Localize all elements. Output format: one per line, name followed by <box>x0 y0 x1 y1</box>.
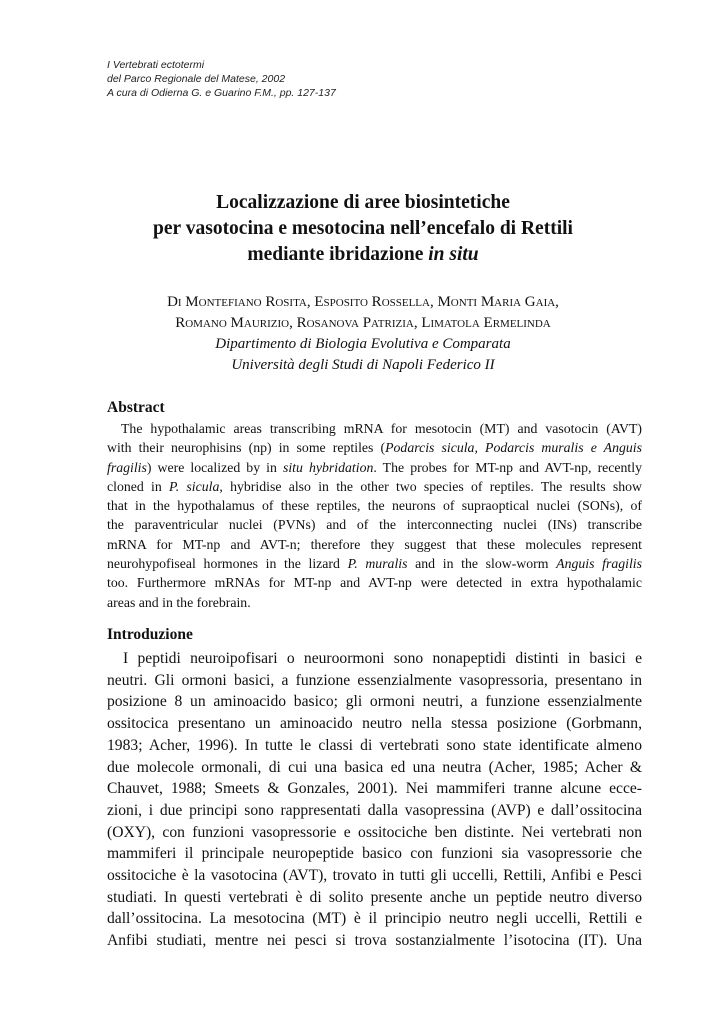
intro-line: ossitociche è la vasotocina (AVT), trovato in tutti gli uccelli, Rettili, Anfibi e Pesci <box>107 867 642 885</box>
abstract-text: neurohypofiseal hormones in the lizard <box>107 556 348 572</box>
citation-line-3: A cura di Odierna G. e Guarino F.M., pp. 127-137 <box>107 87 336 99</box>
abstract-heading: Abstract <box>107 399 165 416</box>
intro-line: mammiferi il principale neuropeptide basico con funzioni sia vasopressorie che <box>107 845 642 863</box>
title-line-1: Localizzazione di aree biosintetiche <box>216 192 510 213</box>
affiliation <box>40 334 686 376</box>
abstract-species: fragilis <box>107 459 147 475</box>
abstract-text: ) were localized by in <box>146 459 283 475</box>
abstract-line: that in the hypothalamus of these reptiles, the neurons of supraoptical nuclei (SONs), of <box>107 498 642 514</box>
abstract-species: Anguis fragilis <box>556 556 642 572</box>
intro-line: due molecole ormonali, di cui una basica ed una neutra (Acher, 1985; Acher & <box>107 758 642 776</box>
introduction-heading: Introduzione <box>107 626 193 643</box>
intro-line: ossitocica presentano un aminoacido neutro nella stessa posizione (Gorbmann, <box>107 715 642 733</box>
abstract-line: mRNA for MT-np and AVT-n; therefore they suggest that these molecules represent <box>107 536 642 552</box>
intro-line: Chauvet, 1988; Smeets & Gonzales, 2001). Nei mammiferi tranne alcune ecce- <box>107 780 642 798</box>
citation-line-2: del Parco Regionale del Matese, 2002 <box>107 73 286 85</box>
abstract-text: , hybridise also in the other two species of reptiles. The results show <box>219 478 642 494</box>
intro-line: (OXY), con funzioni vasopressorie e ossitociche ben distinte. Nei vertebrati non <box>107 823 642 841</box>
abstract-line <box>107 477 642 496</box>
abstract-species: P. muralis <box>347 556 408 572</box>
title-line-3 <box>40 242 686 268</box>
abstract-term: situ hybridation <box>282 459 374 475</box>
abstract-text: and in the slow-worm <box>407 556 557 572</box>
abstract-line: areas and in the forebrain. <box>107 594 251 610</box>
authors-line-2: Romano Maurizio, Rosanova Patrizia, Limatola Ermelinda <box>175 315 551 331</box>
abstract-line <box>107 458 642 477</box>
title-line-3-plain: mediante ibridazione <box>247 244 429 265</box>
intro-line: posizione 8 un aminoacido basico; gli ormoni neutri, a funzione essenzialmente <box>107 693 642 711</box>
intro-line: I peptidi neuroipofisari o neuroormoni sono nonapeptidi distinti in basici e <box>123 650 642 667</box>
abstract-text: cloned in <box>107 478 170 494</box>
affiliation-line-1: Dipartimento di Biologia Evolutiva e Comparata <box>215 336 511 352</box>
abstract-line <box>107 554 642 573</box>
introduction-body <box>107 648 642 952</box>
intro-line: zioni, i due principi sono rappresentati dalla vasopressina (AVP) e dall’ossitocina <box>107 801 642 819</box>
title-line-2: per vasotocina e mesotocina nell’encefalo di Rettili <box>153 218 573 239</box>
title-line-3-italic: in situ <box>428 244 479 265</box>
author-list <box>40 292 686 334</box>
authors-line-1: Di Montefiano Rosita, Esposito Rossella, Monti Maria Gaia, <box>167 294 559 310</box>
affiliation-line-2: Università degli Studi di Napoli Federico II <box>231 357 495 373</box>
intro-line: 1983; Acher, 1996). In tutte le classi di vertebrati sono state identificate almeno <box>107 736 642 754</box>
abstract-body <box>107 419 642 612</box>
intro-line: Anfibi studiati, mentre nei pesci si trova sostanzialmente l’isotocina (IT). Una <box>107 932 642 950</box>
abstract-line: too. Furthermore mRNAs for MT-np and AVT-np were detected in extra hypothalamic <box>107 575 642 591</box>
citation-block <box>107 58 336 100</box>
paper-title <box>40 190 686 268</box>
abstract-line <box>107 438 642 457</box>
abstract-species: P. sicula <box>169 478 220 494</box>
abstract-text: with their neurophisins (np) in some reptiles ( <box>107 440 386 456</box>
abstract-text: . The probes for MT-np and AVT-np, recently <box>373 459 642 475</box>
citation-line-1: I Vertebrati ectotermi <box>107 59 205 71</box>
intro-line: dall’ossitocina. La mesotocina (MT) è il principio neutro negli uccelli, Rettili e <box>107 910 642 928</box>
intro-line: neutri. Gli ormoni basici, a funzione essenzialmente vasopressoria, presentano in <box>107 671 642 689</box>
intro-line: studiati. In questi vertebrati è di solito presente anche un peptide neutro diverso <box>107 888 642 906</box>
abstract-line: The hypothalamic areas transcribing mRNA for mesotocin (MT) and vasotocin (AVT) <box>121 421 642 436</box>
abstract-line: the paraventricular nuclei (PVNs) and of the interconnecting nuclei (INs) transcribe <box>107 517 642 533</box>
abstract-species: Podarcis sicula, Podarcis muralis e Anguis <box>385 440 642 456</box>
